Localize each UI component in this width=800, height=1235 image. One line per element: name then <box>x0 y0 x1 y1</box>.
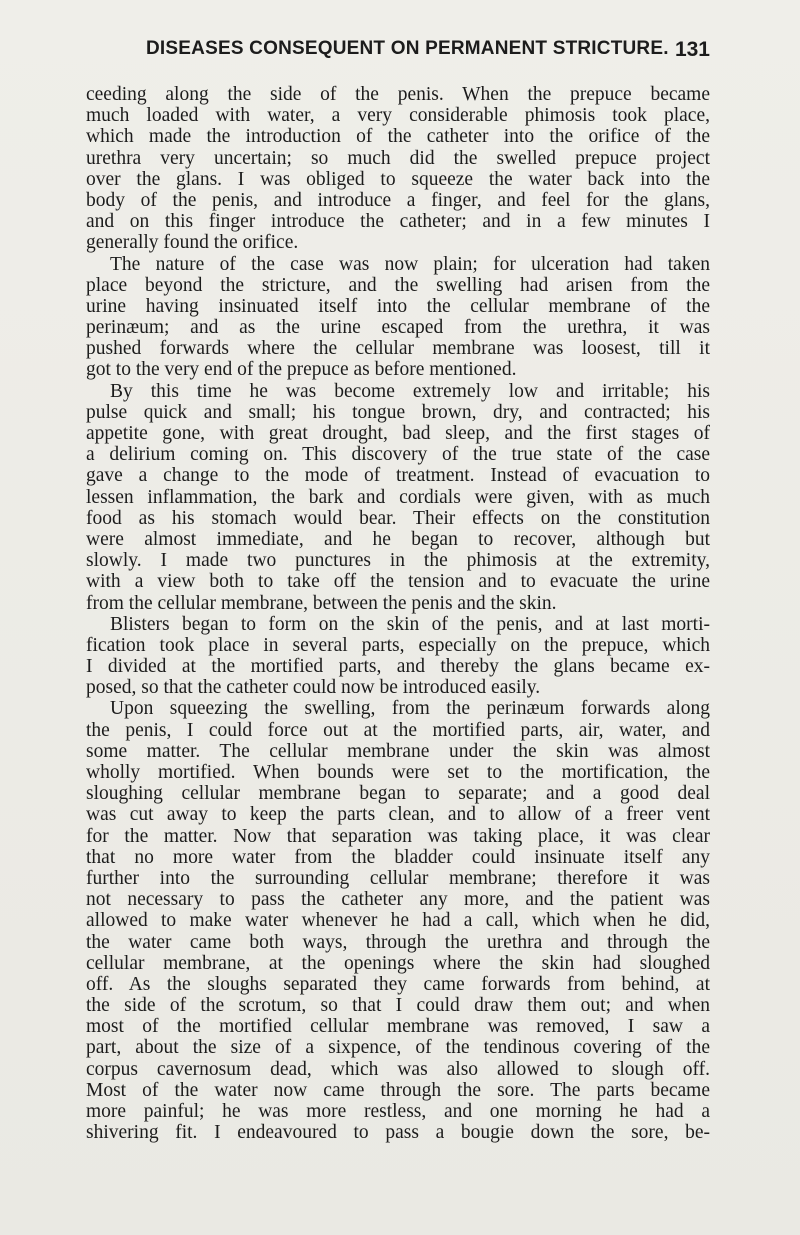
text-line: most of the mortified cellular membrane was removed, I saw a <box>86 1016 710 1038</box>
text-line: food as his stomach would bear. Their effects on the constitution <box>86 507 710 529</box>
text-line: I divided at the mortified parts, and thereby the glans became ex- <box>86 656 710 678</box>
text-line: over the glans. I was obliged to squeeze the water back into the <box>86 168 710 190</box>
text-line: generally found the orifice. <box>86 232 299 254</box>
text-line: not necessary to pass the catheter any more, and the patient was <box>86 889 710 911</box>
text-line: sloughing cellular membrane began to separate; and a good deal <box>86 783 710 805</box>
text-line: appetite gone, with great drought, bad sleep, and the first stages of <box>86 423 710 444</box>
text-line: corpus cavernosum dead, which was also allowed to slough off. <box>86 1058 710 1080</box>
running-head <box>86 36 710 70</box>
body-text <box>86 84 710 1143</box>
text-line: from the cellular membrane, between the penis and the skin. <box>86 592 557 614</box>
text-line: The nature of the case was now plain; for ulceration had taken <box>110 253 710 275</box>
text-line: off. As the sloughs separated they came forwards from behind, at <box>86 973 710 995</box>
running-title: DISEASES CONSEQUENT ON PERMANENT STRICTURE. <box>146 38 669 59</box>
text-line: cellular membrane, at the openings where the skin had sloughed <box>86 952 710 974</box>
text-line: the penis, I could force out at the mortified parts, air, water, and <box>86 719 710 741</box>
text-line: lessen inflammation, the bark and cordials were given, with as much <box>86 486 710 508</box>
text-line: which made the introduction of the catheter into the orifice of the <box>86 126 710 148</box>
text-line: Upon squeezing the swelling, from the perinæum forwards along <box>110 698 710 720</box>
text-line: shivering fit. I endeavoured to pass a bougie down the sore, be- <box>86 1122 710 1144</box>
text-line: Blisters began to form on the skin of the penis, and at last morti- <box>110 613 710 635</box>
text-line: some matter. The cellular membrane under the skin was almost <box>86 740 710 762</box>
text-line: pushed forwards where the cellular membrane was loosest, till it <box>86 338 710 360</box>
text-line: allowed to make water whenever he had a call, which when he did, <box>86 910 710 932</box>
text-line: slowly. I made two punctures in the phimosis at the extremity, <box>86 550 710 572</box>
text-line: perinæum; and as the urine escaped from the urethra, it was <box>86 317 710 339</box>
text-line: and on this finger introduce the catheter; and in a few minutes I <box>86 211 710 233</box>
text-line: posed, so that the catheter could now be introduced easily. <box>86 677 541 699</box>
text-line: a delirium coming on. This discovery of the true state of the case <box>86 444 710 466</box>
text-line: was cut away to keep the parts clean, and to allow of a freer vent <box>86 804 710 826</box>
text-line: By this time he was become extremely low and irritable; his <box>110 380 710 402</box>
text-line: Most of the water now came through the sore. The parts became <box>86 1079 710 1101</box>
text-line: further into the surrounding cellular membrane; therefore it was <box>86 867 710 889</box>
text-line: urethra very uncertain; so much did the swelled prepuce project <box>86 147 710 169</box>
text-line: body of the penis, and introduce a finger, and feel for the glans, <box>86 189 710 211</box>
text-line: the water came both ways, through the urethra and through the <box>86 931 710 953</box>
text-line: the side of the scrotum, so that I could draw them out; and when <box>86 995 710 1017</box>
text-line: gave a change to the mode of treatment. Instead of evacuation to <box>86 465 710 487</box>
text-line: more painful; he was more restless, and one morning he had a <box>86 1101 710 1122</box>
text-line: got to the very end of the prepuce as before mentioned. <box>86 359 517 381</box>
text-line: pulse quick and small; his tongue brown, dry, and contracted; his <box>86 401 710 423</box>
text-line: fication took place in several parts, especially on the prepuce, which <box>86 634 710 656</box>
text-line: were almost immediate, and he began to recover, although but <box>86 528 710 550</box>
text-line: wholly mortified. When bounds were set to the mortification, the <box>86 762 710 783</box>
text-line: urine having insinuated itself into the cellular membrane of the <box>86 295 710 317</box>
page-number: 131 <box>674 38 710 61</box>
text-line: much loaded with water, a very considerable phimosis took place, <box>86 105 710 127</box>
text-line: ceeding along the side of the penis. When the prepuce became <box>86 84 710 105</box>
text-line: with a view both to take off the tension and to evacuate the urine <box>86 571 710 593</box>
text-line: that no more water from the bladder could insinuate itself any <box>86 846 710 868</box>
text-line: place beyond the stricture, and the swelling had arisen from the <box>86 274 710 296</box>
text-line: part, about the size of a sixpence, of the tendinous covering of the <box>86 1037 710 1059</box>
text-line: for the matter. Now that separation was taking place, it was clear <box>86 825 710 847</box>
